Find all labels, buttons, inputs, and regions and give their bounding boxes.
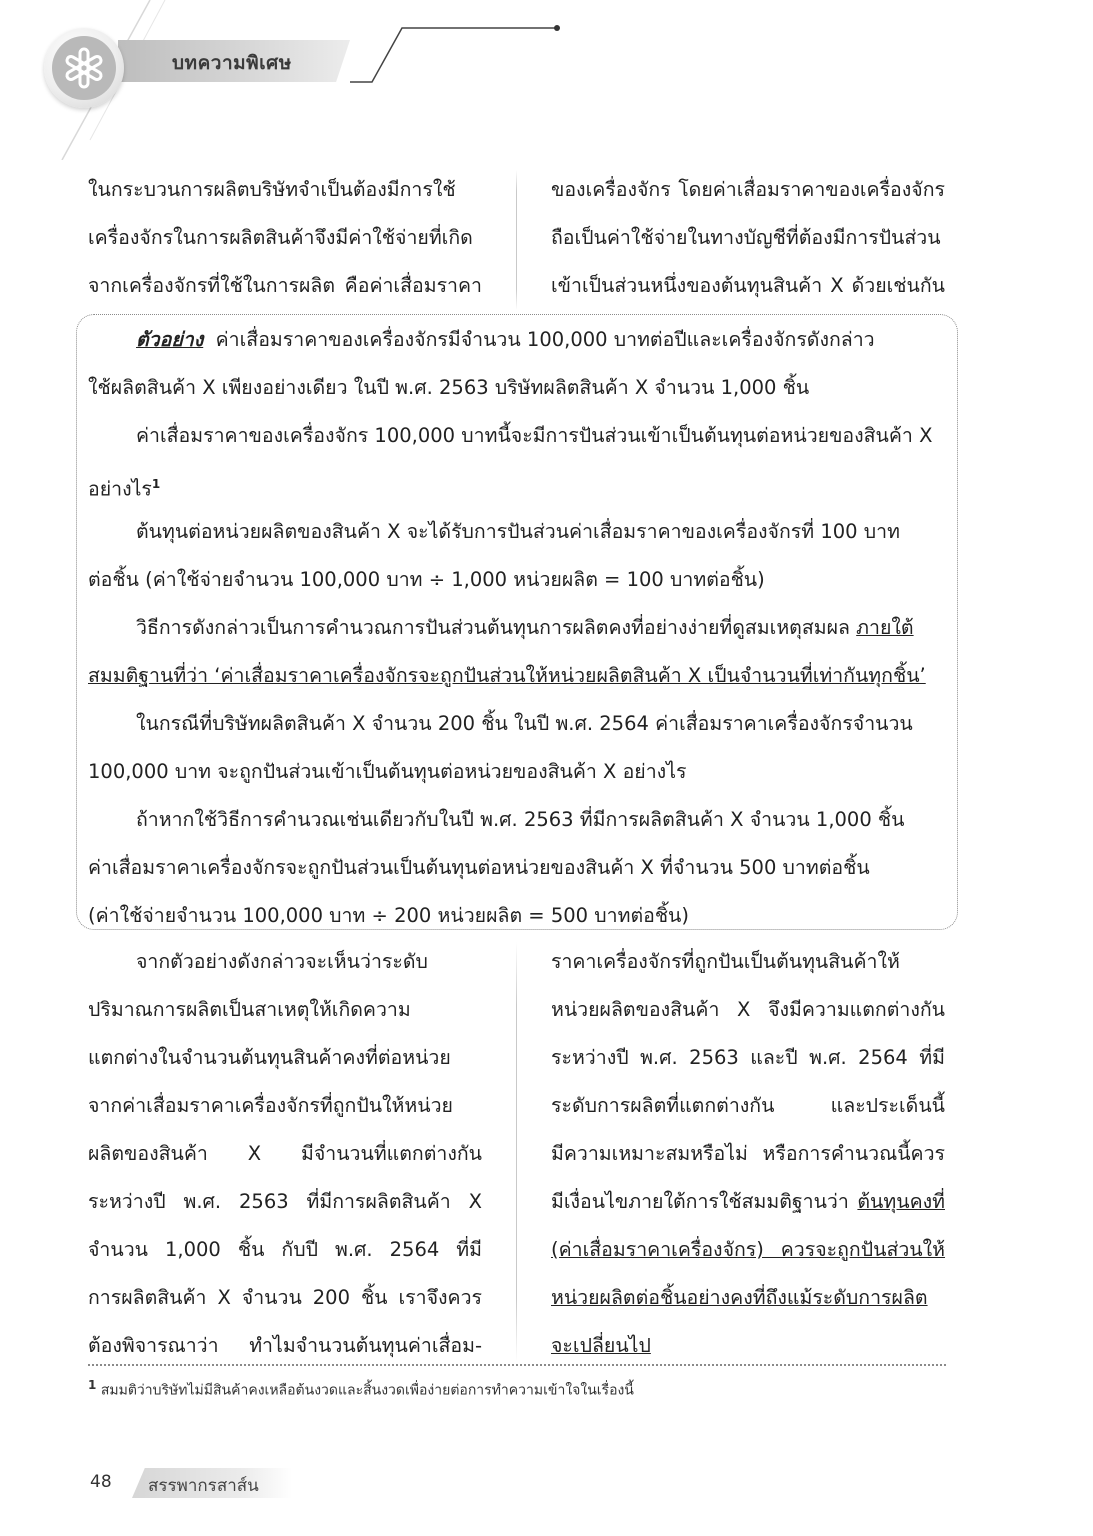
example-underlined-line: สมมติฐานที่ว่า ‘ค่าเสื่อมราคาเครื่องจักรจะถูกปันส่วนให้หน่วยผลิตสินค้า X เป็นจำนวนที่เท่ากันทุกชิ้น’: [88, 664, 926, 687]
body-right-line: ระดับการผลิตที่แตกต่างกัน และประเด็นนี้: [551, 1094, 945, 1117]
example-text: ค่าเสื่อมราคาของเครื่องจักรมีจำนวน 100,000 บาทต่อปีและเครื่องจักรดังกล่าว: [215, 328, 875, 351]
example-label: ตัวอย่าง: [136, 328, 204, 351]
body-underlined-line: หน่วยผลิตต่อชิ้นอย่างคงที่ถึงแม้ระดับการผลิต: [551, 1286, 928, 1309]
example-line: 100,000 บาท จะถูกปันส่วนเข้าเป็นต้นทุนต่อหน่วยของสินค้า X อย่างไร: [88, 760, 687, 783]
example-text: อย่างไร: [88, 477, 152, 501]
example-line: (ค่าใช้จ่ายจำนวน 100,000 บาท ÷ 200 หน่วยผลิต = 500 บาทต่อชิ้น): [88, 904, 689, 927]
body-right-line: หน่วยผลิตของสินค้า X จึงมีความแตกต่างกัน: [551, 998, 945, 1021]
example-text: วิธีการดังกล่าวเป็นการคำนวณการปันส่วนต้นทุนการผลิตคงที่อย่างง่ายที่ดูสมเหตุสมผล: [136, 616, 850, 639]
body-left-line: การผลิตสินค้า X จำนวน 200 ชิ้น เราจึงควร: [88, 1286, 482, 1309]
footnote-text: สมมติว่าบริษัทไม่มีสินค้าคงเหลือต้นงวดและสิ้นงวดเพื่อง่ายต่อการทำความเข้าใจในเรื่องนี้: [100, 1382, 634, 1399]
body-underlined-line: จะเปลี่ยนไป: [551, 1334, 651, 1357]
body-right-line: ราคาเครื่องจักรที่ถูกปันเป็นต้นทุนสินค้าให้: [551, 950, 900, 973]
intro-left-line: ในกระบวนการผลิตบริษัทจำเป็นต้องมีการใช้: [88, 178, 456, 201]
body-left-column: [88, 938, 482, 1370]
example-line: ต่อชิ้น (ค่าใช้จ่ายจำนวน 100,000 บาท ÷ 1,000 หน่วยผลิต = 100 บาทต่อชิ้น): [88, 568, 765, 591]
body-right-line: ระหว่างปี พ.ศ. 2563 และปี พ.ศ. 2564 ที่มี: [551, 1046, 945, 1069]
example-line: ค่าเสื่อมราคาเครื่องจักรจะถูกปันส่วนเป็นต้นทุนต่อหน่วยของสินค้า X ที่จำนวน 500 บาทต่อชิ้น: [88, 856, 870, 879]
footnote-reference[interactable]: 1: [151, 477, 161, 491]
body-underlined-text: ต้นทุนคงที่: [857, 1190, 945, 1213]
example-line: [88, 316, 946, 364]
footnote-divider: [88, 1364, 946, 1366]
body-left-line: จากตัวอย่างดังกล่าวจะเห็นว่าระดับ: [136, 950, 428, 973]
example-underlined-text: ภายใต้: [856, 616, 914, 639]
intro-right-line: ของเครื่องจักร โดยค่าเสื่อมราคาของเครื่องจักร: [551, 178, 945, 201]
body-left-line: ผลิตของสินค้า X มีจำนวนที่แตกต่างกัน: [88, 1142, 482, 1165]
column-divider: [516, 942, 517, 1362]
body-right-line: มีความเหมาะสมหรือไม่ หรือการคำนวณนี้ควร: [551, 1142, 945, 1165]
example-content: [88, 316, 946, 940]
intro-left-line: จากเครื่องจักรที่ใช้ในการผลิต คือค่าเสื่อมราคา: [88, 274, 482, 297]
body-left-line: ระหว่างปี พ.ศ. 2563 ที่มีการผลิตสินค้า X: [88, 1190, 482, 1213]
example-line: ถ้าหากใช้วิธีการคำนวณเช่นเดียวกับในปี พ.ศ. 2563 ที่มีการผลิตสินค้า X จำนวน 1,000 ชิ้น: [136, 808, 905, 831]
intro-right-column: [551, 166, 945, 310]
intro-left-line: เครื่องจักรในการผลิตสินค้าจึงมีค่าใช้จ่ายที่เกิด: [88, 226, 473, 249]
intro-left-column: [88, 166, 482, 310]
example-line: [88, 604, 946, 652]
body-left-line: จำนวน 1,000 ชิ้น กับปี พ.ศ. 2564 ที่มี: [88, 1238, 482, 1261]
body-left-line: ต้องพิจารณาว่า ทำไมจำนวนต้นทุนค่าเสื่อม-: [88, 1334, 482, 1357]
body-left-line: จากค่าเสื่อมราคาเครื่องจักรที่ถูกปันให้หน่วย: [88, 1094, 453, 1117]
section-tab-label: บทความพิเศษ: [172, 52, 292, 74]
column-divider: [516, 170, 517, 310]
intro-right-line: ถือเป็นค่าใช้จ่ายในทางบัญชีที่ต้องมีการปันส่วน: [551, 226, 941, 249]
body-right-line: [551, 1178, 945, 1226]
example-line: [88, 460, 946, 508]
body-text: มีเงื่อนไขภายใต้การใช้สมมติฐานว่า: [551, 1190, 849, 1213]
example-line: ต้นทุนต่อหน่วยผลิตของสินค้า X จะได้รับการปันส่วนค่าเสื่อมราคาของเครื่องจักรที่ 100 บาท: [136, 520, 900, 543]
example-line: ใช้ผลิตสินค้า X เพียงอย่างเดียว ในปี พ.ศ. 2563 บริษัทผลิตสินค้า X จำนวน 1,000 ชิ้น: [88, 376, 810, 399]
body-left-line: แตกต่างในจำนวนต้นทุนสินค้าคงที่ต่อหน่วย: [88, 1046, 451, 1069]
publication-name: สรรพากรสาส์น: [148, 1476, 259, 1496]
page-number: 48: [90, 1472, 112, 1492]
body-right-column: [551, 938, 945, 1370]
body-left-line: ปริมาณการผลิตเป็นสาเหตุให้เกิดความ: [88, 998, 411, 1021]
asterisk-emblem-icon: [52, 36, 116, 100]
footnote-marker: 1: [88, 1378, 97, 1392]
example-line: ค่าเสื่อมราคาของเครื่องจักร 100,000 บาทนี้จะมีการปันส่วนเข้าเป็นต้นทุนต่อหน่วยของสินค้า X: [136, 424, 933, 447]
footnote: [88, 1378, 634, 1402]
body-underlined-line: (ค่าเสื่อมราคาเครื่องจักร) ควรจะถูกปันส่วนให้: [551, 1238, 945, 1261]
intro-right-line: เข้าเป็นส่วนหนึ่งของต้นทุนสินค้า X ด้วยเช่นกัน: [551, 274, 945, 297]
example-line: ในกรณีที่บริษัทผลิตสินค้า X จำนวน 200 ชิ้น ในปี พ.ศ. 2564 ค่าเสื่อมราคาเครื่องจักรจำนวน: [136, 712, 913, 735]
